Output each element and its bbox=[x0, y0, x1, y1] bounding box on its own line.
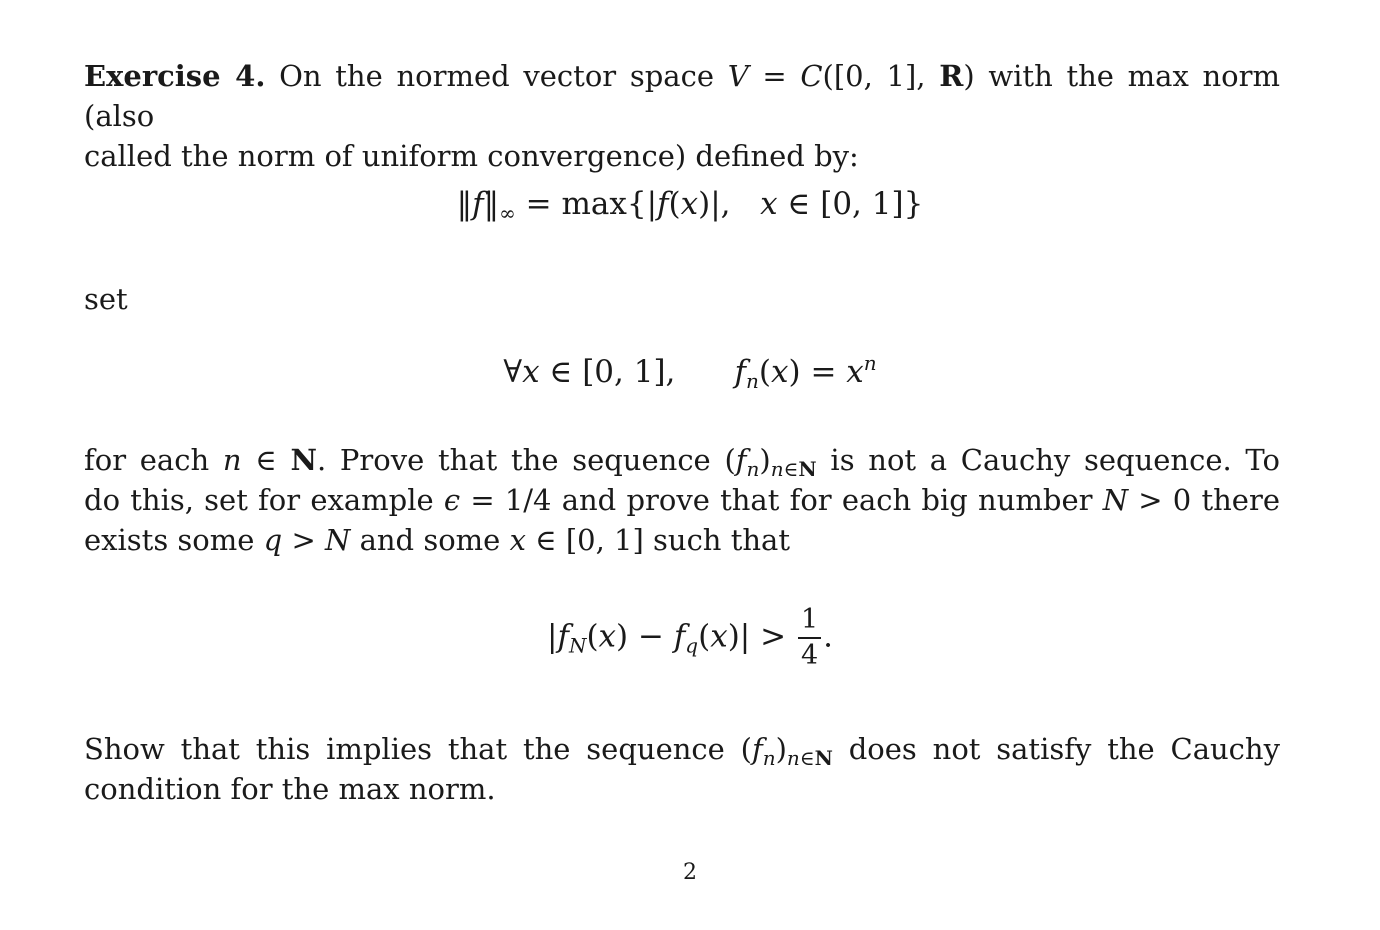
page-number: 2 bbox=[683, 860, 697, 885]
inequality-formula: $|f_N(x) - f_q(x)|$ > $\frac{1}{4}$ . bbox=[547, 604, 833, 671]
prove-paragraph bbox=[84, 440, 1280, 560]
set-word: set bbox=[84, 282, 128, 316]
conclusion-line-1: Show that this implies that the sequence $(f_n)_{n\in N}$ does not satisfy the Cauchy bbox=[84, 732, 1280, 770]
intro-line-2: called the norm of uniform convergence) defined by: bbox=[84, 139, 859, 173]
intro-line-1: Exercise 4. On the normed vector space V = C([0, 1], R) with the max norm (also bbox=[84, 59, 1280, 133]
conclusion-line-2: condition for the max norm. bbox=[84, 772, 496, 806]
prove-line-1: for each n ∈ N. Prove that the sequence $(f_n)_{n\in N}$ is not a Cauchy sequence. To bbox=[84, 443, 1280, 481]
conclusion-paragraph bbox=[84, 729, 1280, 809]
prove-line-2: do this, set for example ϵ = 1/4 and prove that for each big number N > 0 there bbox=[84, 483, 1280, 517]
exercise-heading: Exercise 4. bbox=[84, 59, 266, 93]
sequence-formula: ∀x ∈ [0, 1], $f_n(x) = x^n$ bbox=[503, 351, 877, 393]
fraction-one-quarter bbox=[798, 606, 821, 670]
exercise-intro bbox=[84, 56, 1280, 176]
prove-line-3: exists some q > N and some x ∈ [0, 1] such that bbox=[84, 523, 790, 557]
norm-formula: $‖f‖_\infty = \max\{|f(x)|$, x ∈ [0, 1]} bbox=[456, 186, 924, 225]
fraction-numerator: 1 bbox=[798, 606, 821, 639]
fraction-denominator: 4 bbox=[800, 640, 819, 671]
inequality-period: . bbox=[823, 618, 833, 655]
